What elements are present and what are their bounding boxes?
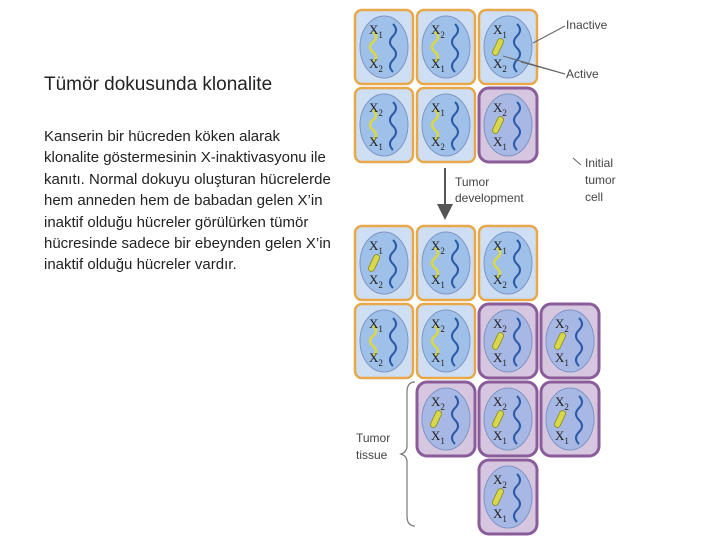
normal-cell (417, 10, 475, 84)
tumor-cell (479, 382, 537, 456)
x-chromosome-label: $X_2$ (431, 22, 445, 40)
initial-cell-pointer (573, 158, 581, 165)
nucleus (360, 16, 408, 78)
x-chromosome-label: $X_1$ (431, 272, 445, 290)
slide-body-text: Kanserin bir hücreden köken alarak klonalite göstermesinin X-inaktivasyonu ile kanıtı. Normal dokuyu oluşturan hücrelerde hem anneden hem de babadan gelen X’in inaktif olduğu hücreler görülürken tümör hücresinde sadece bir ebeynden gelen X’in inaktif olduğu hücreler vardır. (44, 128, 331, 274)
normal-cell (355, 10, 413, 84)
tumor-cell (541, 382, 599, 456)
x-chromosome-label: $X_1$ (493, 350, 507, 368)
nucleus (484, 466, 532, 528)
nucleus (484, 232, 532, 294)
tumor-cell (479, 88, 537, 162)
tumor-tissue-label-2: tissue (356, 448, 388, 462)
x-chromosome-label: $X_2$ (369, 350, 383, 368)
active-label: Active (566, 67, 599, 81)
normal-cell (355, 88, 413, 162)
normal-cell (479, 10, 537, 84)
x-chromosome-label: $X_2$ (493, 100, 507, 118)
x-chromosome-label: $X_1$ (369, 22, 383, 40)
x-chromosome-label: $X_2$ (555, 316, 569, 334)
x-chromosome-label: $X_2$ (493, 394, 507, 412)
nucleus (360, 310, 408, 372)
initial-tumor-cell-label-3: cell (585, 190, 604, 204)
nucleus (484, 310, 532, 372)
tumor-cell (541, 304, 599, 378)
normal-cell (355, 304, 413, 378)
x-chromosome-label: $X_2$ (431, 316, 445, 334)
x-chromosome-label: $X_1$ (493, 506, 507, 524)
nucleus (484, 94, 532, 156)
x-chromosome-label: $X_2$ (369, 100, 383, 118)
x-chromosome-label: $X_2$ (493, 472, 507, 490)
normal-cell (355, 226, 413, 300)
tumor-development-label-2: development (455, 191, 524, 205)
slide-title: Tümör dokusunda klonalite (44, 74, 273, 95)
x-chromosome-label: $X_2$ (493, 316, 507, 334)
nucleus (422, 16, 470, 78)
x-chromosome-label: $X_1$ (493, 428, 507, 446)
x-chromosome-label: $X_1$ (431, 428, 445, 446)
normal-cell (417, 304, 475, 378)
tumor-cell (479, 304, 537, 378)
nucleus (360, 94, 408, 156)
nucleus (422, 232, 470, 294)
initial-tumor-cell-label-2: tumor (585, 173, 616, 187)
tumor-development-label-1: Tumor (455, 175, 490, 189)
x-chromosome-label: $X_2$ (431, 134, 445, 152)
x-chromosome-label: $X_2$ (555, 394, 569, 412)
tumor-cell (479, 460, 537, 534)
x-chromosome-label: $X_2$ (369, 56, 383, 74)
x-chromosome-label: $X_1$ (369, 238, 383, 256)
x-chromosome-label: $X_1$ (555, 350, 569, 368)
x-chromosome-label: $X_1$ (493, 238, 507, 256)
nucleus (422, 94, 470, 156)
x-chromosome-label: $X_1$ (493, 22, 507, 40)
x-chromosome-label: $X_1$ (555, 428, 569, 446)
tumor-cell (417, 382, 475, 456)
x-chromosome-label: $X_1$ (493, 134, 507, 152)
normal-cell (417, 88, 475, 162)
nucleus (422, 310, 470, 372)
normal-cell (417, 226, 475, 300)
nucleus (422, 388, 470, 450)
x-chromosome-label: $X_2$ (369, 272, 383, 290)
nucleus (546, 388, 594, 450)
nucleus (484, 388, 532, 450)
x-chromosome-label: $X_1$ (369, 134, 383, 152)
initial-tumor-cell-label-1: Initial (585, 156, 614, 170)
x-chromosome-label: $X_1$ (431, 100, 445, 118)
nucleus (546, 310, 594, 372)
inactive-label: Inactive (566, 18, 608, 32)
tumor-tissue-bracket (401, 382, 415, 526)
x-chromosome-label: $X_1$ (431, 350, 445, 368)
x-chromosome-label: $X_2$ (431, 394, 445, 412)
x-chromosome-label: $X_2$ (493, 56, 507, 74)
x-chromosome-label: $X_2$ (431, 238, 445, 256)
nucleus (484, 16, 532, 78)
x-chromosome-label: $X_1$ (431, 56, 445, 74)
normal-cell (479, 226, 537, 300)
nucleus (360, 232, 408, 294)
tumor-tissue-label-1: Tumor (356, 431, 391, 445)
x-inactivation-clonality-diagram (345, 0, 720, 540)
x-chromosome-label: $X_2$ (493, 272, 507, 290)
x-chromosome-label: $X_1$ (369, 316, 383, 334)
